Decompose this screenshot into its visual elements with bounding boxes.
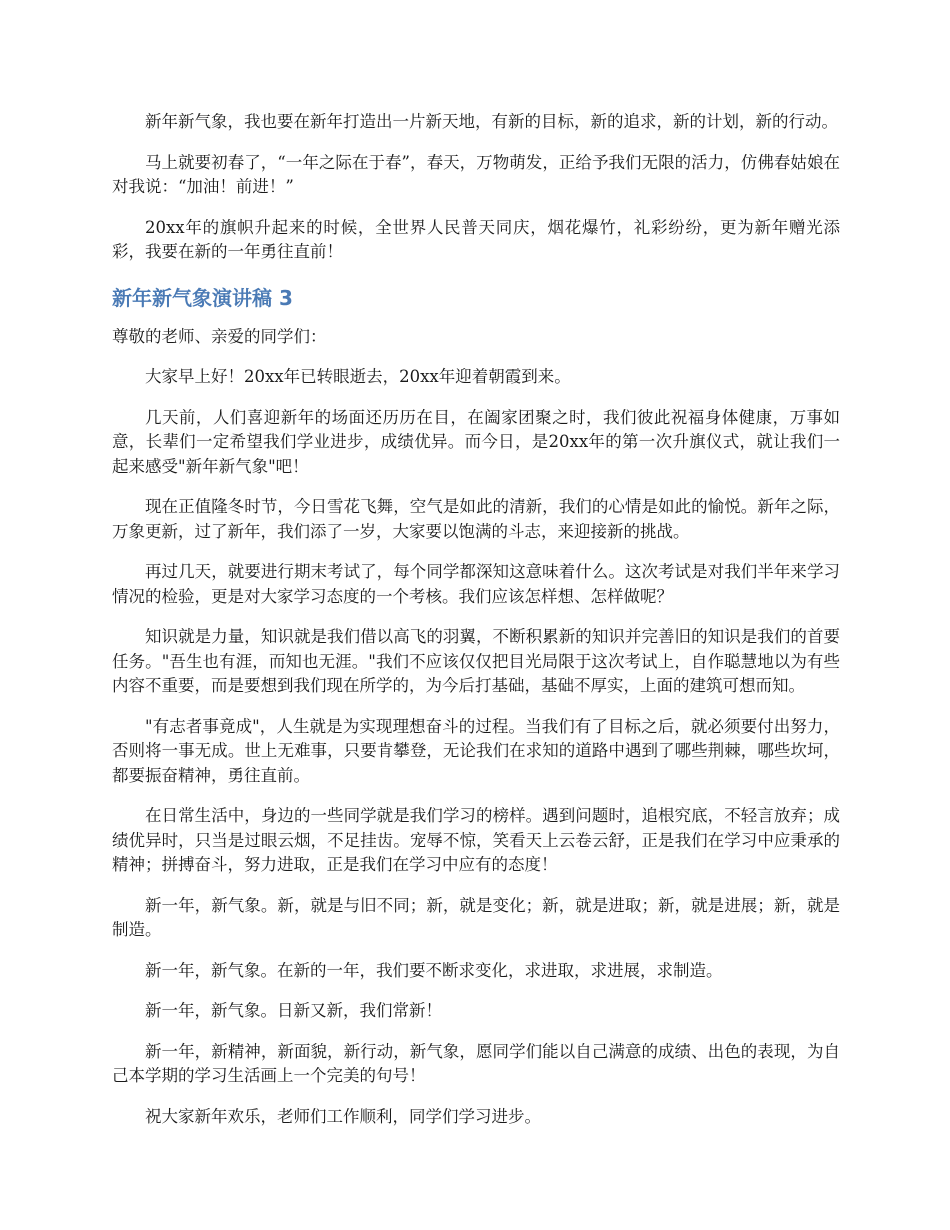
document-page	[112, 110, 840, 1145]
intro-paragraph-2: 马上就要初春了，“一年之际在于春”，春天，万物萌发，正给予我们无限的活力，仿佛春姑娘在对我说：“加油！前进！”	[112, 152, 840, 196]
speech-paragraph-4: 再过几天，就要进行期末考试了，每个同学都深知这意味着什么。这次考试是对我们半年来学习情况的检验，更是对大家学习态度的一个考核。我们应该怎样想、怎样做呢？	[112, 562, 840, 606]
salutation: 尊敬的老师、亲爱的同学们：	[112, 326, 327, 346]
speech-paragraph-11: 新一年，新精神，新面貌，新行动，新气象，愿同学们能以自己满意的成绩、出色的表现，为自己本学期的学习生活画上一个完美的句号！	[112, 1041, 840, 1085]
speech-paragraph-12: 祝大家新年欢乐，老师们工作顺利，同学们学习进步。	[145, 1106, 541, 1126]
speech-paragraph-1: 大家早上好！20xx年已转眼逝去，20xx年迎着朝霞到来。	[145, 367, 571, 386]
intro-paragraph-1: 新年新气象，我也要在新年打造出一片新天地，有新的目标，新的追求，新的计划，新的行动。	[145, 112, 838, 131]
intro-paragraph-3: 20xx年的旗帜升起来的时候，全世界人民普天同庆，烟花爆竹，礼彩纷纷，更为新年赠光添彩，我要在新的一年勇往直前！	[112, 217, 840, 261]
speech-paragraph-6: "有志者事竟成"，人生就是为实现理想奋斗的过程。当我们有了目标之后，就必须要付出努力，否则将一事无成。世上无难事，只要肯攀登，无论我们在求知的道路中遇到了哪些荆棘，哪些坎坷，都要振奋精神，勇往直前。	[112, 716, 840, 785]
speech-paragraph-3: 现在正值隆冬时节，今日雪花飞舞，空气是如此的清新，我们的心情是如此的愉悦。新年之际，万象更新，过了新年，我们添了一岁，大家要以饱满的斗志，来迎接新的挑战。	[112, 497, 840, 541]
speech-paragraph-5: 知识就是力量，知识就是我们借以高飞的羽翼，不断积累新的知识并完善旧的知识是我们的首要任务。"吾生也有涯，而知也无涯。"我们不应该仅仅把目光局限于这次考试上，自作聪慧地以为有些内容不重要，而是要想到我们现在所学的，为今后打基础，基础不厚实，上面的建筑可想而知。	[112, 627, 840, 695]
speech-paragraph-9: 新一年，新气象。在新的一年，我们要不断求变化，求进取，求进展，求制造。	[145, 960, 723, 980]
section-heading: 新年新气象演讲稿 3	[112, 285, 293, 310]
speech-paragraph-8: 新一年，新气象。新，就是与旧不同；新，就是变化；新，就是进取；新，就是进展；新，就是制造。	[112, 895, 840, 939]
speech-paragraph-10: 新一年，新气象。日新又新，我们常新！	[145, 1001, 442, 1020]
speech-paragraph-2: 几天前，人们喜迎新年的场面还历历在目，在阖家团聚之时，我们彼此祝福身体健康，万事如意，长辈们一定希望我们学业进步，成绩优异。而今日，是20xx年的第一次升旗仪式，就让我们一起来感受"新年新气象"吧！	[112, 407, 840, 476]
speech-paragraph-7: 在日常生活中，身边的一些同学就是我们学习的榜样。遇到问题时，追根究底，不轻言放弃；成绩优异时，只当是过眼云烟，不足挂齿。宠辱不惊，笑看天上云卷云舒，正是我们在学习中应秉承的精神；拼搏奋斗，努力进取，正是我们在学习中应有的态度！	[112, 806, 840, 874]
